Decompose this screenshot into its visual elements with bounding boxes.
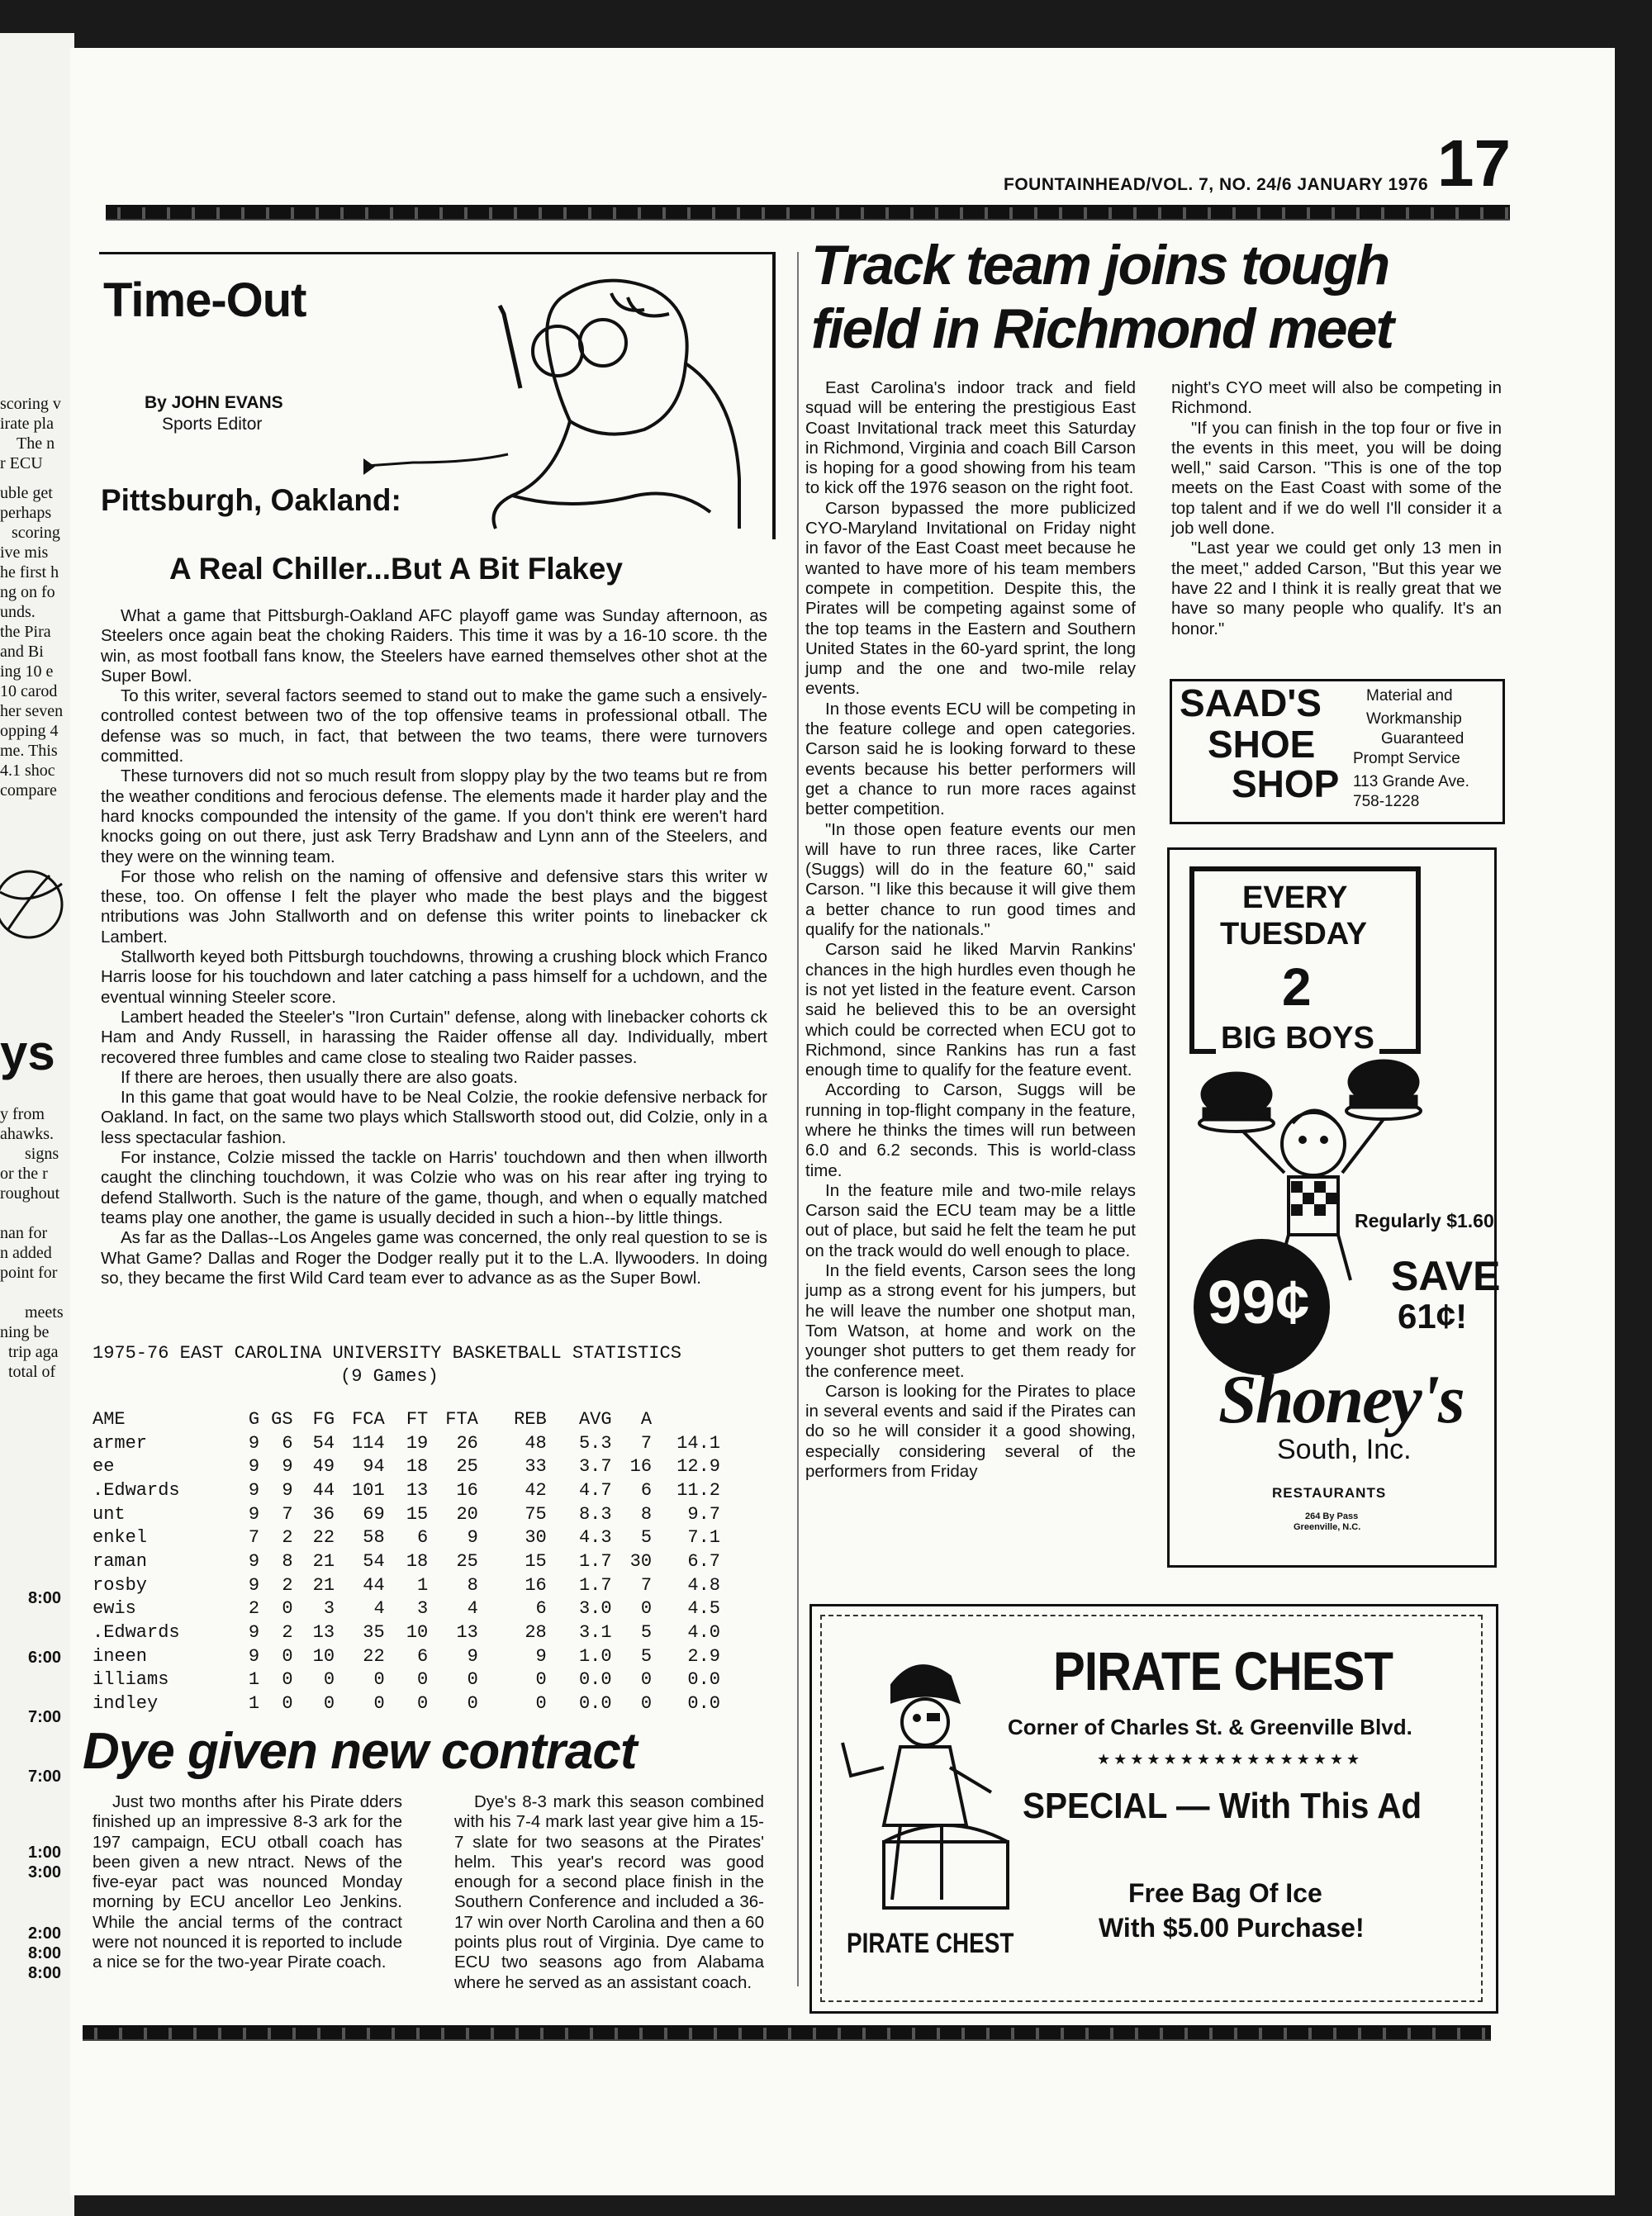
byline: By JOHN EVANS <box>145 393 283 412</box>
prev-line: nan for <box>0 1224 48 1242</box>
prev-line: irate pla <box>0 415 54 433</box>
stats-cell: 48 <box>525 1432 547 1454</box>
top-rule <box>106 205 1510 221</box>
stats-cell: 0.0 <box>687 1669 720 1691</box>
stats-cell: 19 <box>406 1432 429 1454</box>
stats-header-cell: FG <box>312 1408 335 1430</box>
pirates-chest-offer-1: Free Bag Of Ice <box>1128 1878 1322 1908</box>
saad-line: Workmanship <box>1366 710 1462 728</box>
bottom-rule <box>83 2025 1491 2041</box>
shoneys-address-1: 264 By Pass <box>1305 1511 1359 1521</box>
stats-cell: ewis <box>93 1598 136 1620</box>
stats-cell: 7.1 <box>687 1527 720 1549</box>
track-paragraph: "In those open feature events our men will have to run three races, like Carter (Suggs) will do in the feature 60," said Carson. "I like this because it will give them a better chance to run good times and qualify for the nationals." <box>805 819 1136 940</box>
stats-cell: 8 <box>640 1503 653 1525</box>
stats-table <box>93 1407 720 1715</box>
shoneys-restaurants: RESTAURANTS <box>1272 1485 1387 1501</box>
timeout-paragraph: To this writer, several factors seemed to stand out to make the game such a ensively-controlled contest between two of the top offensive teams in professional otball. The defense was so much, in fact, that between the two teams, there were turnovers committed. <box>101 686 767 766</box>
stats-cell: 94 <box>363 1456 385 1478</box>
stats-cell: 6 <box>282 1432 293 1454</box>
track-col-1 <box>805 378 1136 1482</box>
stats-cell: 0.0 <box>578 1693 612 1715</box>
stats-cell: 11.2 <box>676 1479 720 1501</box>
track-headline-1: Track team joins tough <box>811 234 1389 297</box>
stats-cell: 30 <box>629 1550 653 1572</box>
stats-row <box>93 1431 720 1455</box>
shoneys-every: EVERY <box>1242 880 1348 915</box>
timeout-paragraph: For instance, Colzie missed the tackle on Harris' touchdown and then when illworth caught the clinching touchdown, it was Colzie who was on his rear after ing trying to defend Stallworth. Such is the nature of the game, though, and when o equally matched teams play one another, the game is usually decided in such a hion--by little things. <box>101 1148 767 1227</box>
stats-cell: 6 <box>640 1479 653 1501</box>
prev-line: he first h <box>0 563 59 581</box>
stats-row <box>93 1502 720 1526</box>
prev-line: compare <box>0 781 57 800</box>
pirates-chest-name: PIRATE CHEST <box>1053 1640 1393 1701</box>
prev-time: 3:00 <box>28 1863 62 1881</box>
prev-line: ive mis <box>0 543 49 562</box>
stats-cell: 9 <box>248 1550 260 1572</box>
prev-time: 7:00 <box>28 1768 62 1786</box>
prev-line: opping 4 <box>0 722 59 740</box>
timeout-paragraph: If there are heroes, then usually there are also goats. <box>121 1067 518 1087</box>
prev-line: The n <box>17 434 55 453</box>
stats-cell: 6 <box>417 1645 429 1667</box>
stats-cell: 9 <box>248 1456 260 1478</box>
editor-caricature-illustration <box>363 264 760 537</box>
stats-cell: 16 <box>525 1574 547 1596</box>
dye-paragraph: Dye's 8-3 mark this season combined with his 7-4 mark last year give him a 15-7 slate for two seasons at the Pirates' helm. This year's record was good enough for a second place finish in the Southern Conference and included a 36-17 win over North Carolina and then a 60 points plus rout of Virginia. Dye came to ECU two seasons ago from Alabama where he served as an assistant coach. <box>454 1792 764 1992</box>
prev-line: total of <box>8 1363 56 1381</box>
stats-row <box>93 1454 720 1478</box>
stats-header-cell: FCA <box>352 1408 385 1430</box>
track-paragraph: East Carolina's indoor track and field squad will be entering the prestigious East Coast Invitational track meet this Saturday in Richmond, Virginia and coach Bill Carson is hoping for a good showing from his team to kick off the 1976 season on the right foot. <box>805 378 1136 498</box>
stats-row <box>93 1573 720 1597</box>
shoneys-logo: Shoney's <box>1218 1361 1464 1438</box>
stats-cell: 0 <box>282 1693 293 1715</box>
stats-cell: 7 <box>282 1503 293 1525</box>
stats-cell: 0 <box>417 1693 429 1715</box>
track-paragraph: Carson is looking for the Pirates to place in several events and said if the Pirates can do so he will consider it a good showing, especially considering several of the performers from Friday <box>805 1381 1136 1482</box>
stats-cell: 25 <box>456 1456 478 1478</box>
prev-line: ng on fo <box>0 583 55 601</box>
stats-cell: 10 <box>312 1645 335 1667</box>
stats-header-cell: AVG <box>578 1408 612 1430</box>
prev-line: point for <box>0 1264 58 1282</box>
timeout-paragraph: What a game that Pittsburgh-Oakland AFC playoff game was Sunday afternoon, as Steelers once again beat the choking Raiders. This time it was by a 16-10 score. th the win, as most football fans know, the Steelers have earned themselves other shot at the Super Bowl. <box>101 606 767 686</box>
stats-cell: 13 <box>406 1479 429 1501</box>
stats-row <box>93 1620 720 1644</box>
prev-headline: ys <box>0 1025 55 1080</box>
stats-cell: indley <box>93 1693 159 1715</box>
stats-cell: 1.0 <box>578 1645 612 1667</box>
stats-cell: 9 <box>282 1479 293 1501</box>
prev-line: and Bi <box>0 643 44 661</box>
prev-line: 10 carod <box>0 682 58 700</box>
timeout-paragraph: Lambert headed the Steeler's "Iron Curtain" defense, along with linebacker cohorts ck Ham and Andy Russell, in harassing the Raider offense all day. Individually, mbert recovered three fumbles and came close to stealing two Raider passes. <box>101 1007 767 1067</box>
page-number: 17 <box>1437 126 1511 200</box>
shoneys-count: 2 <box>1282 957 1312 1017</box>
stats-cell: .Edwards <box>93 1622 180 1644</box>
stats-cell: 0 <box>467 1669 478 1691</box>
basketball-icon <box>0 859 66 950</box>
stats-row <box>93 1692 720 1715</box>
track-paragraph: In the field events, Carson sees the long jump as a strong event for his jumpers, but he will leave the number one shotput man, Tom Watson, at home and work on the younger shot putters to get them ready for the conference meet. <box>805 1261 1136 1381</box>
stats-cell: 9 <box>248 1479 260 1501</box>
stats-cell: 0 <box>282 1669 293 1691</box>
stats-cell: 0 <box>640 1693 653 1715</box>
saad-line: Prompt Service <box>1353 750 1460 767</box>
saad-address: 113 Grande Ave. <box>1353 773 1469 790</box>
stats-cell: 10 <box>406 1622 429 1644</box>
stats-cell: 9 <box>467 1527 478 1549</box>
stats-cell: 6.7 <box>687 1550 720 1572</box>
track-paragraph: Carson bypassed the more publicized CYO-Maryland Invitational on Friday night in favor of the East Coast meet because he wanted to have more of his team members compete in competition. Despite this, the Pirates will be competing against some of the top teams in the Eastern and Southern United States in the 60-yard sprint, the long jump and the one and two-mile relay events. <box>805 498 1136 699</box>
stats-cell: 33 <box>525 1456 547 1478</box>
prev-time: 6:00 <box>28 1649 62 1667</box>
prev-line: 4.1 shoc <box>0 762 55 780</box>
stats-header-cell: G <box>248 1408 260 1430</box>
saad-line: Material and <box>1366 687 1453 705</box>
stats-cell: 114 <box>352 1432 385 1454</box>
stats-cell: 9 <box>535 1645 547 1667</box>
stats-cell: 0 <box>373 1693 385 1715</box>
stats-cell: 54 <box>312 1432 335 1454</box>
stats-cell: 30 <box>525 1527 547 1549</box>
stats-cell: 42 <box>525 1479 547 1501</box>
prev-line: her seven <box>0 702 64 720</box>
stats-header-cell: A <box>640 1408 653 1430</box>
stats-cell: 2.9 <box>687 1645 720 1667</box>
stats-cell: 0 <box>282 1645 293 1667</box>
stats-cell: 9 <box>248 1503 260 1525</box>
stats-cell: 69 <box>363 1503 385 1525</box>
stats-cell: 3 <box>323 1598 335 1620</box>
stats-cell: 9 <box>248 1645 260 1667</box>
stats-cell: 0 <box>323 1693 335 1715</box>
stats-cell: 4.3 <box>578 1527 612 1549</box>
stats-cell: 16 <box>629 1456 653 1478</box>
stats-cell: illiams <box>93 1669 169 1691</box>
shoneys-address-2: Greenville, N.C. <box>1294 1522 1361 1532</box>
stats-cell: 14.1 <box>676 1432 720 1454</box>
column-headline: A Real Chiller...But A Bit Flakey <box>169 552 623 586</box>
shoneys-price: 99¢ <box>1208 1268 1310 1336</box>
stats-header-cell: FT <box>406 1408 429 1430</box>
stats-cell: 58 <box>363 1527 385 1549</box>
track-paragraph: "Last year we could get only 13 men in the meet," added Carson, "But this year we have 22 and I think it is really great that we have so many people who qualify. It's an honor." <box>1171 539 1502 638</box>
stats-cell: 0 <box>417 1669 429 1691</box>
prev-time: 7:00 <box>28 1708 62 1726</box>
shoneys-save-amount: 61¢! <box>1398 1297 1468 1336</box>
prev-line: meets <box>25 1303 64 1322</box>
timeout-paragraph: As far as the Dallas--Los Angeles game was concerned, the only real question to se is What Game? Dallas and Roger the Dodger really put it to the L.A. llywooders. In doing so, they became the first Wild Card team ever to advance as as the Super Bowl. <box>101 1228 767 1288</box>
track-paragraph: According to Carson, Suggs will be running in top-flight company in the feature, where he thinks the times will run between 6.0 and 6.2 seconds. This is world-class time. <box>805 1080 1136 1180</box>
stats-cell: 15 <box>525 1550 547 1572</box>
prev-line: ahawks. <box>0 1125 54 1143</box>
stats-cell: 1 <box>248 1669 260 1691</box>
stats-cell: 49 <box>312 1456 335 1478</box>
stats-cell: 5 <box>640 1622 653 1644</box>
prev-line: r ECU <box>0 454 43 472</box>
stats-cell: unt <box>93 1503 126 1525</box>
prev-line: y from <box>0 1105 45 1123</box>
track-paragraph: Carson said he liked Marvin Rankins' chances in the high hurdles even though he is not yet listed in the feature event. Carson said he believed this to be an oversight which could be corrected when ECU got to Richmond, since Rankins has run a fast enough time to qualify for the feature event. <box>805 940 1136 1080</box>
stats-cell: 22 <box>312 1527 335 1549</box>
stats-row <box>93 1478 720 1502</box>
stats-cell: 3.0 <box>578 1598 612 1620</box>
prev-line: trip aga <box>8 1343 59 1361</box>
timeout-paragraph: These turnovers did not so much result from sloppy play by the two teams but re from the weather conditions and ferocious defense. The elements made it harder play and the hard knocks compounded the intensity of the game. If you don't think ere weren't hard knocks going on out there, just ask Terry Bradshaw and Lynn ann of the Steelers, and they were on the winning team. <box>101 766 767 866</box>
pirates-chest-logo-text: PIRATE CHEST <box>847 1928 1014 1959</box>
stats-cell: 0 <box>640 1669 653 1691</box>
stats-subtitle: (9 Games) <box>340 1366 439 1387</box>
stats-cell: 6 <box>417 1527 429 1549</box>
prev-line: signs <box>25 1145 59 1163</box>
timeout-paragraph: Stallworth keyed both Pittsburgh touchdowns, throwing a crushing block which Franco Harris loose for his touchdown and later catching a pass himself for a uchdown, and the eventual winning Steeler score. <box>101 947 767 1007</box>
stats-header-cell: AME <box>93 1408 126 1430</box>
stats-cell: 15 <box>406 1503 429 1525</box>
stats-cell: raman <box>93 1550 148 1572</box>
stats-cell: 1 <box>417 1574 429 1596</box>
stats-cell: 16 <box>456 1479 478 1501</box>
stats-cell: 0.0 <box>578 1669 612 1691</box>
stats-cell: 9 <box>248 1432 260 1454</box>
stats-cell: 4.8 <box>687 1574 720 1596</box>
stats-row <box>93 1549 720 1573</box>
stats-cell: 35 <box>363 1622 385 1644</box>
saad-name-3: SHOP <box>1232 762 1340 805</box>
pirates-chest-special: SPECIAL — With This Ad <box>1023 1786 1422 1826</box>
prev-line: perhaps <box>0 504 52 522</box>
stats-cell: 0 <box>373 1669 385 1691</box>
stats-cell: 44 <box>312 1479 335 1501</box>
stats-cell: 8 <box>467 1574 478 1596</box>
stats-cell: 21 <box>312 1574 335 1596</box>
pirate-illustration <box>834 1652 1024 1924</box>
prev-line: roughout <box>0 1184 60 1203</box>
stats-header-cell: REB <box>514 1408 547 1430</box>
stats-cell: 13 <box>312 1622 335 1644</box>
prev-time: 8:00 <box>28 1964 62 1982</box>
column-kicker: Pittsburgh, Oakland: <box>101 483 401 517</box>
stats-cell: 0 <box>640 1598 653 1620</box>
prev-line: n added <box>0 1244 52 1262</box>
saad-name-2: SHOE <box>1208 723 1316 766</box>
track-col-2 <box>1171 378 1502 639</box>
stats-cell: 2 <box>282 1622 293 1644</box>
prev-line: or the r <box>0 1165 48 1183</box>
stats-cell: 8 <box>282 1550 293 1572</box>
stats-row <box>93 1597 720 1621</box>
shoneys-save: SAVE <box>1391 1253 1501 1299</box>
shoneys-big-boys: BIG BOYS <box>1216 1021 1379 1056</box>
timeout-body <box>101 606 767 1288</box>
masthead-publication: FOUNTAINHEAD/VOL. 7, NO. 24/6 JANUARY 1976 <box>1004 175 1429 194</box>
stats-cell: 6 <box>535 1598 547 1620</box>
stats-cell: 5.3 <box>578 1432 612 1454</box>
stats-cell: 3.1 <box>578 1622 612 1644</box>
stats-cell: 9 <box>282 1456 293 1478</box>
pirates-chest-stars: ★★★★★★★★★★★★★★★★ <box>1097 1751 1364 1768</box>
stats-header-cell: FTA <box>445 1408 478 1430</box>
stats-cell: 1.7 <box>578 1550 612 1572</box>
stats-cell: 0 <box>535 1669 547 1691</box>
saad-phone: 758-1228 <box>1353 793 1420 810</box>
stats-cell: armer <box>93 1432 148 1454</box>
stats-cell: 9.7 <box>687 1503 720 1525</box>
prev-line: the Pira <box>0 623 51 641</box>
stats-cell: 13 <box>456 1622 478 1644</box>
prev-line: ning be <box>0 1323 50 1341</box>
stats-cell: 22 <box>363 1645 385 1667</box>
stats-cell: 9 <box>248 1574 260 1596</box>
stats-cell: 2 <box>248 1598 260 1620</box>
stats-cell: 9 <box>467 1645 478 1667</box>
stats-cell: 20 <box>456 1503 478 1525</box>
stats-cell: 0.0 <box>687 1693 720 1715</box>
track-paragraph: night's CYO meet will also be competing in Richmond. <box>1171 378 1502 418</box>
stats-cell: 9 <box>248 1622 260 1644</box>
stats-cell: ee <box>93 1456 115 1478</box>
prev-time: 2:00 <box>28 1924 62 1943</box>
stats-cell: 4.0 <box>687 1622 720 1644</box>
stats-cell: 18 <box>406 1550 429 1572</box>
shoneys-south: South, Inc. <box>1277 1434 1412 1465</box>
stats-cell: 5 <box>640 1527 653 1549</box>
stats-cell: 21 <box>312 1550 335 1572</box>
stats-cell: 36 <box>312 1503 335 1525</box>
stats-cell: 3.7 <box>578 1456 612 1478</box>
dye-paragraph: Just two months after his Pirate dders finished up an impressive 8-3 ark for the 197 campaign, ECU otball coach has been given a new ntract. News of the five-eyar pact was nounced Monday morning by ECU ancellor Leo Jenkins. While the ancial terms of the contract were not nounced it is reported to include a nice se for the two-year Pirate coach. <box>93 1792 402 1972</box>
track-paragraph: In the feature mile and two-mile relays Carson said the ECU team may be a little out of place, but said he felt the team he put on the track would do well enough to place. <box>805 1180 1136 1260</box>
track-paragraph: "If you can finish in the top four or five in the events in this meet, you will be doing well," said Carson. "This is one of the top meets on the East Coast with some of the top talent and if we do well I'll consider it a job well done. <box>1171 418 1502 539</box>
previous-page-edge <box>0 33 74 2216</box>
prev-time: 1:00 <box>28 1844 62 1862</box>
stats-cell: 0 <box>535 1693 547 1715</box>
byline-role: Sports Editor <box>162 415 263 434</box>
stats-cell: 0 <box>467 1693 478 1715</box>
shoneys-regularly: Regularly $1.60 <box>1355 1210 1494 1231</box>
stats-cell: rosby <box>93 1574 148 1596</box>
stats-row <box>93 1526 720 1549</box>
stats-cell: 44 <box>363 1574 385 1596</box>
shoneys-tuesday: TUESDAY <box>1220 917 1368 951</box>
prev-line: uble get <box>0 484 53 502</box>
saad-line: Guaranteed <box>1381 730 1464 747</box>
stats-cell: 7 <box>640 1574 653 1596</box>
prev-line: scoring <box>12 524 60 542</box>
stats-cell: 3 <box>417 1598 429 1620</box>
stats-cell: 54 <box>363 1550 385 1572</box>
stats-row <box>93 1644 720 1668</box>
stats-cell: 2 <box>282 1574 293 1596</box>
stats-cell: 4 <box>467 1598 478 1620</box>
prev-time: 8:00 <box>28 1944 62 1962</box>
stats-cell: enkel <box>93 1527 148 1549</box>
stats-cell: 18 <box>406 1456 429 1478</box>
stats-cell: 7 <box>640 1432 653 1454</box>
stats-cell: 28 <box>525 1622 547 1644</box>
stats-cell: 25 <box>456 1550 478 1572</box>
stats-cell: 5 <box>640 1645 653 1667</box>
stats-cell: 0 <box>282 1598 293 1620</box>
stats-cell: 1.7 <box>578 1574 612 1596</box>
stats-cell: 8.3 <box>578 1503 612 1525</box>
stats-cell: .Edwards <box>93 1479 180 1501</box>
track-paragraph: In those events ECU will be competing in the feature college and open categories. Carson said he is looking forward to these events because his better performers will get a chance to run more races against better competition. <box>805 699 1136 819</box>
stats-cell: 4.7 <box>578 1479 612 1501</box>
stats-cell: 7 <box>248 1527 260 1549</box>
stats-cell: 26 <box>456 1432 478 1454</box>
prev-time: 8:00 <box>28 1589 62 1607</box>
pirates-chest-offer-2: With $5.00 Purchase! <box>1099 1913 1365 1943</box>
dye-col-1 <box>93 1792 402 1973</box>
timeout-paragraph: For those who relish on the naming of offensive and defensive stars this writer w these, too. On offense I felt the player who made the best plays and the biggest ntributions was John Stallworth and on defense this writer points to linebacker ck Lambert. <box>101 866 767 947</box>
track-headline-2: field in Richmond meet <box>811 297 1393 360</box>
stats-cell: 4 <box>373 1598 385 1620</box>
timeout-title: Time-Out <box>103 273 306 327</box>
stats-cell: 4.5 <box>687 1598 720 1620</box>
prev-line: unds. <box>0 603 36 621</box>
pirates-chest-location: Corner of Charles St. & Greenville Blvd. <box>1008 1715 1412 1739</box>
stats-cell: 0 <box>323 1669 335 1691</box>
stats-cell: 101 <box>352 1479 385 1501</box>
dye-headline: Dye given new contract <box>83 1723 637 1780</box>
stats-cell: ineen <box>93 1645 148 1667</box>
prev-line: scoring v <box>0 395 61 413</box>
prev-line: ing 10 e <box>0 662 54 681</box>
stats-cell: 75 <box>525 1503 547 1525</box>
stats-row <box>93 1668 720 1692</box>
prev-line: me. This <box>0 742 58 760</box>
stats-header-cell: GS <box>271 1408 293 1430</box>
dye-col-2 <box>454 1792 764 1993</box>
stats-title: 1975-76 EAST CAROLINA UNIVERSITY BASKETBALL STATISTICS <box>93 1343 681 1364</box>
saad-name-1: SAAD'S <box>1180 681 1322 724</box>
stats-cell: 2 <box>282 1527 293 1549</box>
stats-cell: 1 <box>248 1693 260 1715</box>
column-divider <box>797 252 799 1986</box>
timeout-paragraph: In this game that goat would have to be Neal Colzie, the rookie defensive nerback for Oakland. In fact, on the same two plays which Stallsworth stood out, did Colzie, only in a less spectacular fashion. <box>101 1088 767 1147</box>
stats-header-cell <box>652 1407 720 1431</box>
stats-cell: 12.9 <box>676 1456 720 1478</box>
stats-header-row <box>93 1407 720 1431</box>
